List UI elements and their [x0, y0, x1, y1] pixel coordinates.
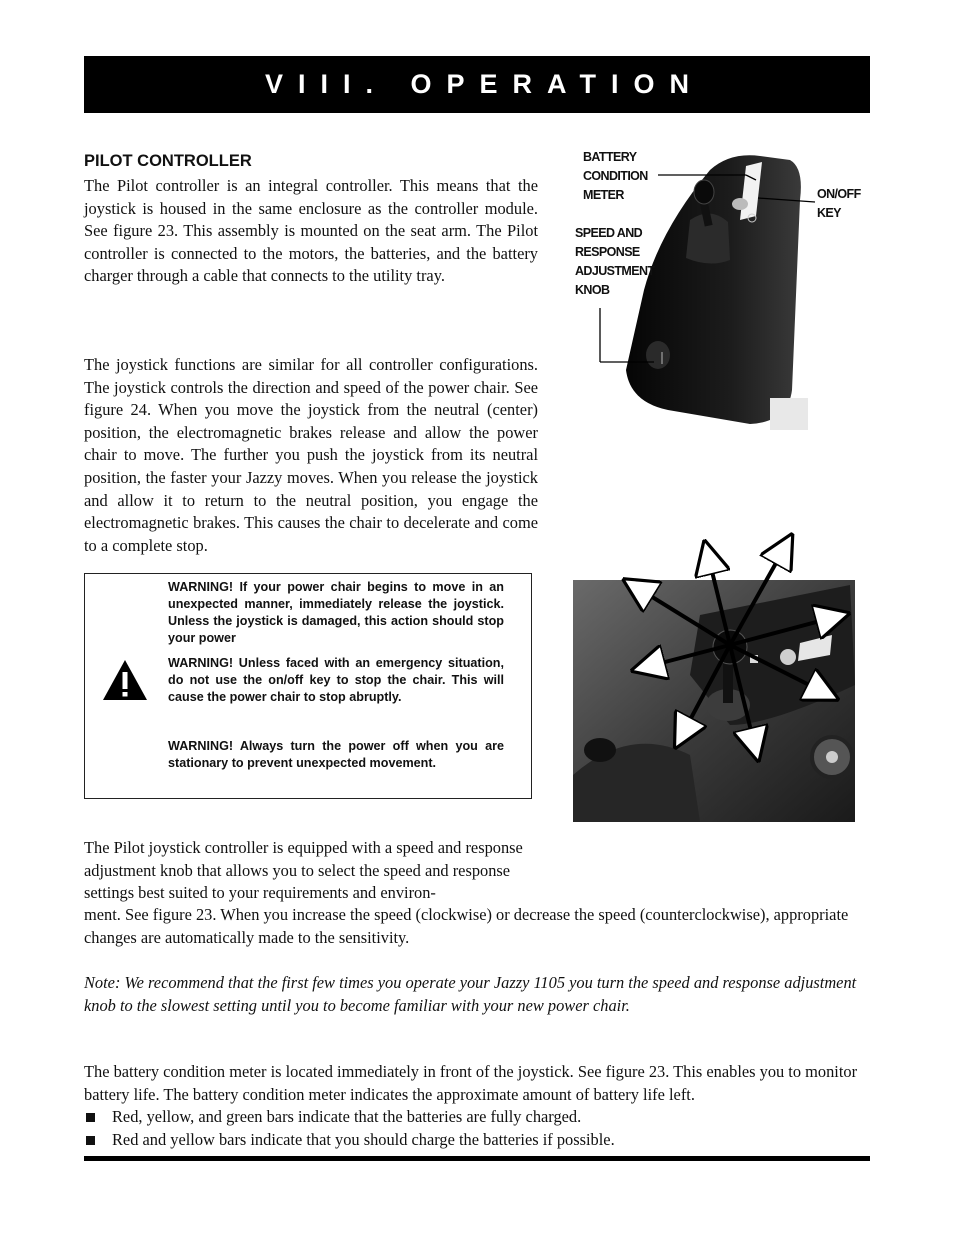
warning-text-1: WARNING! If your power chair begins to move in an unexpected manner, immediately release the joystick. Unless the joystick is damaged, this action should stop your power — [168, 580, 504, 645]
battery-meter-label: BATTERY CONDITION METER — [583, 150, 648, 202]
intro-paragraph: The Pilot controller is an integral controller. This means that the joystick is housed in the same enclosure as the controller module. See figure 23. This assembly is mounted on the seat arm. The Pilot controller is connected to the motors, the batteries, and the battery charger through a cable that connects to the utility tray. — [84, 176, 538, 286]
section-title: PILOT CONTROLLER — [84, 152, 252, 170]
battery-paragraph: The battery condition meter is located immediately in front of the joystick. See figure 23. This enables you to monitor battery life. The battery condition meter indicates the approximate amount of battery life left. — [84, 1062, 858, 1104]
warning-text-2: WARNING! Unless faced with an emergency situation, do not use the on/off key to stop the chair. This will cause the power chair to stop abruptly. — [168, 656, 504, 704]
warning-triangle-icon — [101, 658, 149, 702]
warning-box — [84, 573, 532, 799]
square-bullet-icon — [86, 1136, 95, 1145]
chapter-title: VIII. OPERATION — [264, 69, 705, 99]
joystick-direction-figure — [570, 525, 870, 825]
list-item: Red and yellow bars indicate that you should charge the batteries if possible. — [84, 1129, 870, 1152]
bottom-divider — [84, 1156, 870, 1161]
speed-knob-label: SPEED AND RESPONSE ADJUSTMENT KNOB — [575, 226, 655, 297]
list-item: Red, yellow, and green bars indicate that the batteries are fully charged. — [84, 1106, 870, 1129]
speed-paragraph-part2: ment. See figure 23. When you increase the speed (clockwise) or decrease the speed (counterclockwise), appropriate changes are automatically made to the sensitivity. — [84, 905, 849, 947]
joystick-paragraph: The joystick functions are similar for all controller configurations. The joystick controls the direction and speed of the power chair. See figure 24. When you move the joystick from the neutral (center) position, the electromagnetic brakes release and allow the power chair to move. The further you push the joystick from its neutral position, the faster your Jazzy moves. When you release the joystick and allow it to return to the neutral position, you engage the electromagnetic brakes. This causes the chair to decelerate and come to a complete stop. — [84, 355, 538, 555]
warning-text-3: WARNING! Always turn the power off when you are stationary to prevent unexpected movement. — [168, 739, 504, 770]
battery-bullet-list — [84, 1106, 870, 1151]
square-bullet-icon — [86, 1113, 95, 1122]
onoff-key-label: ON/OFF KEY — [817, 187, 861, 220]
note-paragraph: Note: We recommend that the first few times you operate your Jazzy 1105 you turn the speed and response adjustment knob to the slowest setting until you to become familiar with your new power chair. — [84, 973, 857, 1015]
chapter-header — [84, 56, 870, 113]
speed-paragraph-part1: The Pilot joystick controller is equipped with a speed and response adjustment knob that allows you to select the speed and response settings best suited to your requirements and environ- — [84, 838, 523, 903]
